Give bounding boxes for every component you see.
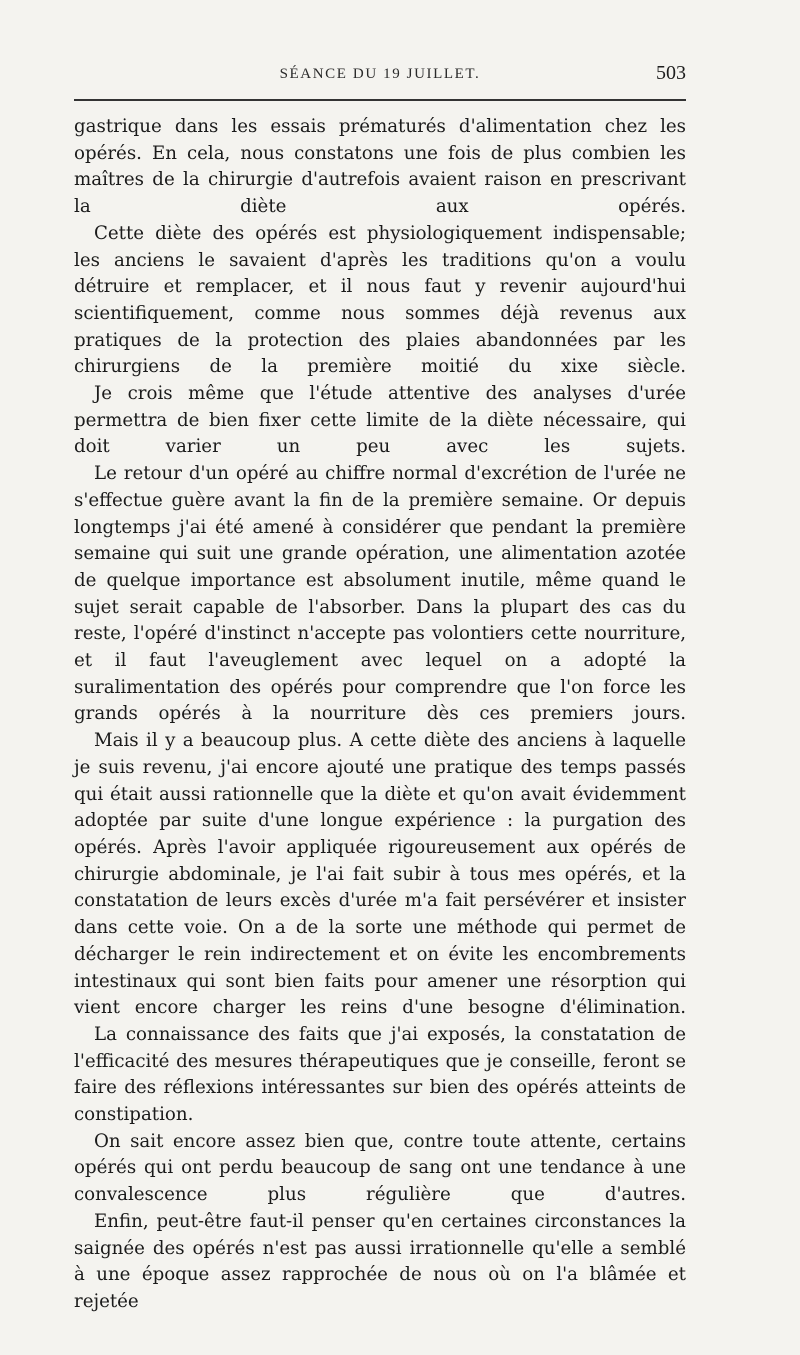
header-rule — [74, 99, 686, 101]
body-text — [74, 114, 686, 1316]
paragraph-purgation: Mais il y a beaucoup plus. A cette diète des anciens à laquelle je suis revenu, j'ai encore ajouté une pratique des temps passés qui était aussi rationnelle que la diète et qu'on avait évidemment adoptée par suite d'une longue expérience : la purgation des opérés. Après l'avoir appliquée rigoureusement aux opérés de chirurgie abdominale, je l'ai fait subir à tous mes opérés, et la constatation de leurs excès d'urée m'a fait persévérer et insister dans cette voie. On a de la sorte une méthode qui permet de décharger le rein indirectement et on évite les encombrements intestinaux qui sont bien faits pour amener une résorption qui vient encore charger les reins d'une besogne d'élimination. — [74, 730, 686, 1019]
paragraph-diet: Cette diète des opérés est physiologiquement indispensable; les anciens le savaient d'après les traditions qu'on a voulu détruire et remplacer, et il nous faut y revenir aujourd'hui scientifiquement, comme nous sommes déjà revenus aux pratiques de la protection des plaies abandonnées par les chirurgiens de la première moitié du xixe siècle. — [74, 222, 686, 378]
running-head — [74, 60, 686, 90]
paragraph-urea-return: Le retour d'un opéré au chiffre normal d'excrétion de l'urée ne s'effectue guère avant la fin de la première semaine. Or depuis longtemps j'ai été amené à considérer que pendant la première semaine qui suit une grande opération, une alimentation azotée de quelque importance est absolument inutile, même quand le sujet serait capable de l'absorber. Dans la plupart des cas du reste, l'opéré d'instinct n'accepte pas volontiers cette nourriture, et il faut l'aveuglement avec lequel on a adopté la suralimentation des opérés pour comprendre que l'on force les grands opérés à la nourriture dès ces premiers jours. — [74, 463, 686, 725]
paragraph-blood-loss: On sait encore assez bien que, contre toute attente, certains opérés qui ont perdu beaucoup de sang ont une tendance à une convalescence plus régulière que d'autres. — [74, 1130, 686, 1206]
paragraph-constipation: La connaissance des faits que j'ai exposés, la constatation de l'efficacité des mesures thérapeutiques que je conseille, feront se faire des réflexions intéressantes sur bien des opérés atteints de constipation. — [74, 1023, 686, 1126]
paragraph-urea-analysis: Je crois même que l'étude attentive des analyses d'urée permettra de bien fixer cette limite de la diète nécessaire, qui doit varier un peu avec les sujets. — [74, 383, 686, 458]
paragraph-continued: gastrique dans les essais prématurés d'alimentation chez les opérés. En cela, nous constatons une fois de plus combien les maîtres de la chirurgie d'autrefois avaient raison en prescrivant la diète aux opérés. — [74, 116, 686, 218]
page-number: 503 — [656, 62, 686, 84]
running-title: SÉANCE DU 19 JUILLET. — [279, 66, 481, 82]
paragraph-bleeding: Enfin, peut-être faut-il penser qu'en certaines circonstances la saignée des opérés n'est pas aussi irrationnelle qu'elle a semblé à une époque assez rapprochée de nous où on l'a blâmée et rejetée — [74, 1210, 686, 1312]
